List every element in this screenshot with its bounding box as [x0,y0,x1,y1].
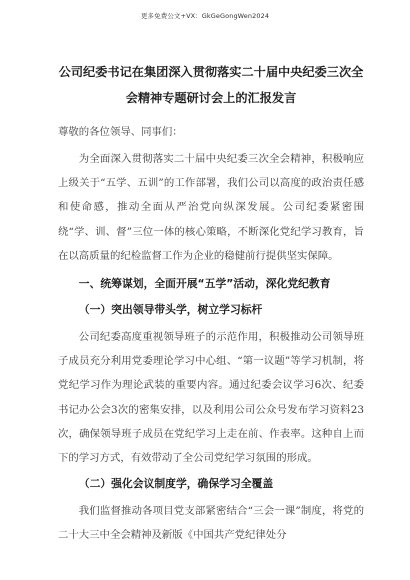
subsection-1-paragraph: 公司纪委高度重视领导班子的示范作用，积极推动公司领导班子成员充分利用党委理论学习中心组、“第一议题”等学习机制，将党纪学习作为理论武装的重要内容。通过纪委会议学习6次、纪委书记办公会3次的密集安排，以及利用公司公众号发布学习资料23次，确保领导班子成员在党纪学习上走在前、作表率。这种自上而下的学习方式，有效带动了全公司党纪学习氛围的形成。 [58,331,364,465]
section-1-heading: 一、统筹谋划，全面开展“五学”活动，深化党纪教育 [78,277,331,291]
document-title [58,60,364,110]
subsection-2-paragraph: 我们监督推动各项目党支部紧密结合“三会一课”制度，将党的二十大三中全会精神及新版《中国共产党纪律处分 [58,505,364,542]
document-body [58,60,364,548]
title-line-2: 会精神专题研讨会上的汇报发言 [125,91,297,105]
title-line-1: 公司纪委书记在集团深入贯彻落实二十届中央纪委三次全 [58,65,364,79]
salutation: 尊敬的各位领导、同事们： [58,126,183,138]
intro-paragraph: 为全面深入贯彻落实二十届中央纪委三次全会精神，积极响应上级关于“五学、五训”的工作部署，我们公司以高度的政治责任感和使命感，推动全面从严治党向纵深发展。公司纪委紧密围绕“学、训、督”三位一体的核心策略，不断深化党纪学习教育，旨在以高质量的纪检监督工作为企业的稳健前行提供坚实保障。 [58,153,364,262]
subsection-1-heading: （一）突出领导带头学，树立学习标杆 [78,303,263,317]
subsection-2-heading: （二）强化会议制度学，确保学习全覆盖 [78,477,274,491]
header-note: 更多免费公文+VX：GkGeGongWen2024 [140,12,270,20]
